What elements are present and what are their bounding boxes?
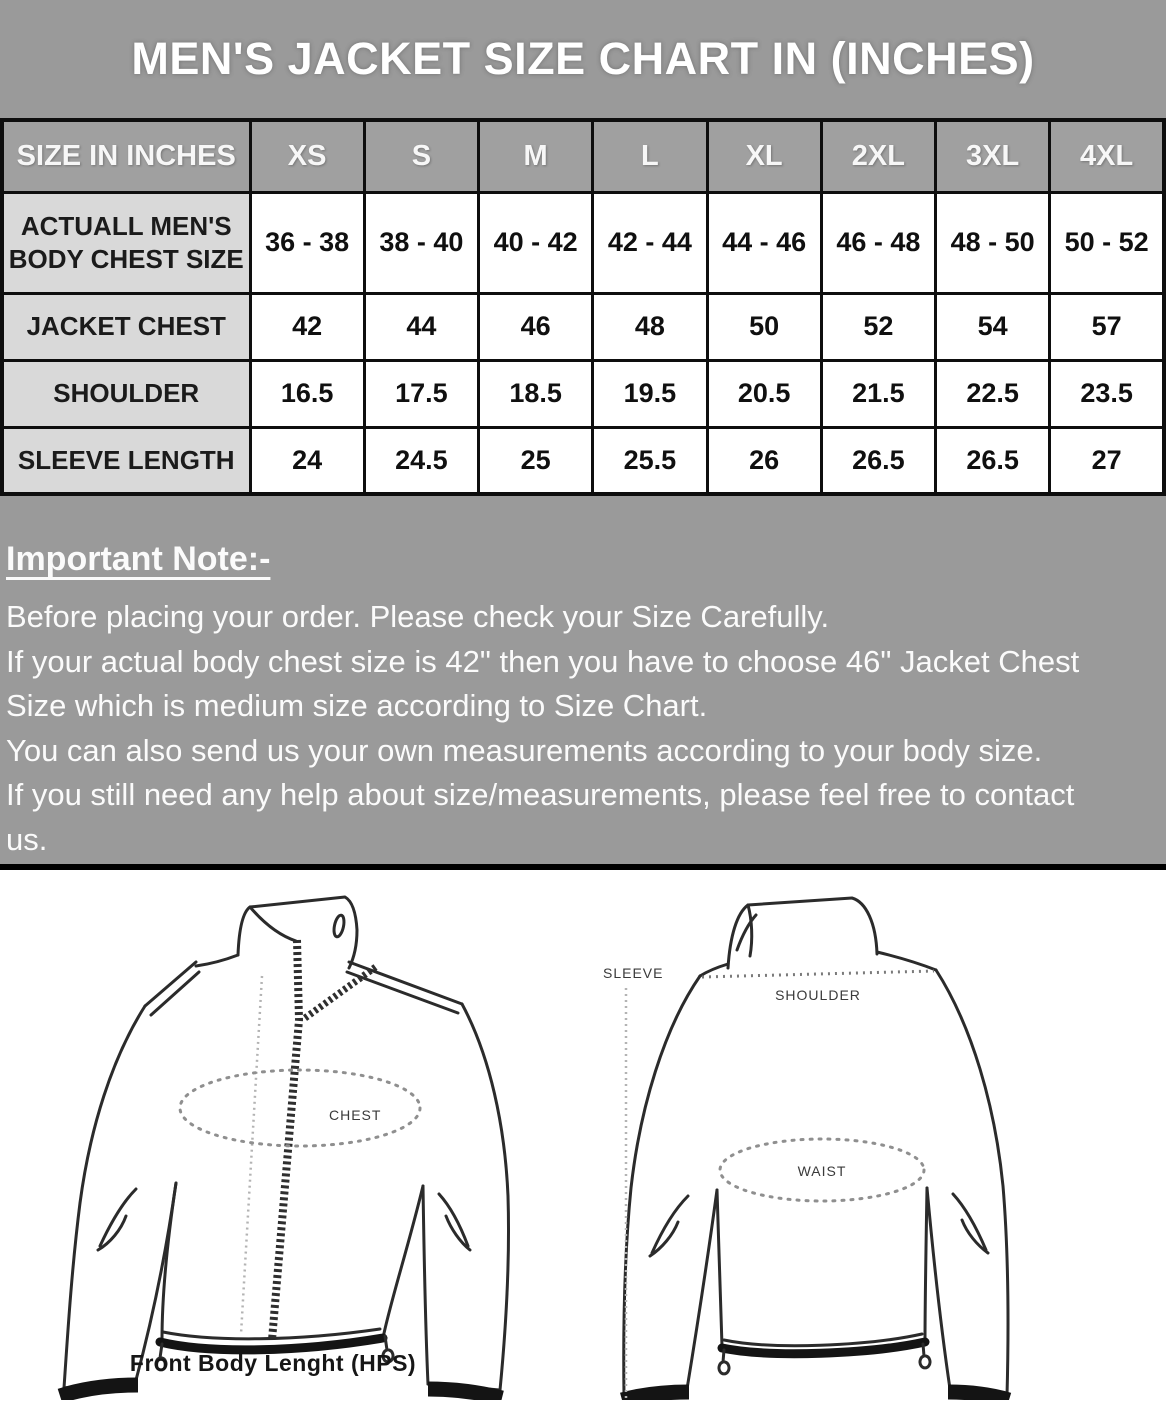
front-jacket-diagram [0, 870, 583, 1400]
cell-jacket-chest-l: 48 [593, 293, 707, 360]
header-cell-l: L [593, 120, 707, 192]
cell-shoulder-m: 18.5 [479, 360, 593, 427]
header-cell-size-in-inches: SIZE IN INCHES [2, 120, 250, 192]
cell-sleeve-2xl: 26.5 [821, 427, 935, 494]
table-header-row [2, 120, 1164, 192]
cell-jacket-chest-2xl: 52 [821, 293, 935, 360]
header-cell-s: S [364, 120, 478, 192]
note-line-2: If your actual body chest size is 42" then you have to choose 46" Jacket Chest [6, 643, 1080, 679]
table-row-sleeve-length [2, 427, 1164, 494]
cell-shoulder-xl: 20.5 [707, 360, 821, 427]
page-title: MEN'S JACKET SIZE CHART IN (INCHES) [131, 33, 1035, 84]
hps-guide-line [241, 976, 262, 1334]
cell-jacket-chest-4xl: 57 [1050, 293, 1164, 360]
sleeve-label: SLEEVE [603, 965, 664, 981]
back-jacket-diagram [583, 870, 1166, 1400]
cell-body-chest-m: 40 - 42 [479, 192, 593, 293]
cell-jacket-chest-xl: 50 [707, 293, 821, 360]
header-cell-4xl: 4XL [1050, 120, 1164, 192]
cell-body-chest-2xl: 46 - 48 [821, 192, 935, 293]
important-note-section [0, 496, 1166, 870]
table-row-body-chest [2, 192, 1164, 293]
header-cell-m: M [479, 120, 593, 192]
cell-jacket-chest-s: 44 [364, 293, 478, 360]
cell-sleeve-3xl: 26.5 [936, 427, 1050, 494]
cell-shoulder-l: 19.5 [593, 360, 707, 427]
cell-shoulder-4xl: 23.5 [1050, 360, 1164, 427]
header-cell-2xl: 2XL [821, 120, 935, 192]
header-cell-xs: XS [250, 120, 364, 192]
cell-shoulder-2xl: 21.5 [821, 360, 935, 427]
chest-label: CHEST [329, 1107, 382, 1123]
cell-shoulder-s: 17.5 [364, 360, 478, 427]
row-label-sleeve-length: SLEEVE LENGTH [2, 427, 250, 494]
cell-sleeve-xs: 24 [250, 427, 364, 494]
cell-shoulder-xs: 16.5 [250, 360, 364, 427]
cell-body-chest-xs: 36 - 38 [250, 192, 364, 293]
cell-jacket-chest-m: 46 [479, 293, 593, 360]
cell-body-chest-xl: 44 - 46 [707, 192, 821, 293]
cell-sleeve-m: 25 [479, 427, 593, 494]
jacket-diagrams [0, 870, 1166, 1400]
table-row-jacket-chest [2, 293, 1164, 360]
cell-jacket-chest-xs: 42 [250, 293, 364, 360]
cell-sleeve-xl: 26 [707, 427, 821, 494]
cell-body-chest-s: 38 - 40 [364, 192, 478, 293]
note-line-4: You can also send us your own measurements according to your body size. [6, 732, 1043, 768]
cell-sleeve-l: 25.5 [593, 427, 707, 494]
waist-label: WAIST [797, 1163, 847, 1179]
cell-shoulder-3xl: 22.5 [936, 360, 1050, 427]
shoulder-label: SHOULDER [775, 987, 861, 1003]
chest-measure-ellipse [180, 1070, 420, 1146]
header-cell-3xl: 3XL [936, 120, 1050, 192]
shoulder-measure-line [702, 971, 934, 977]
front-jacket-outline [60, 897, 509, 1398]
title-banner [0, 0, 1166, 118]
row-label-body-chest: ACTUALL MEN'S BODY CHEST SIZE [2, 192, 250, 293]
note-heading: Important Note:- [6, 540, 271, 578]
header-cell-xl: XL [707, 120, 821, 192]
note-line-1: Before placing your order. Please check your Size Carefully. [6, 599, 830, 634]
note-line-3: Size which is medium size according to Size Chart. [6, 688, 708, 723]
table-row-shoulder [2, 360, 1164, 427]
size-table [0, 118, 1166, 496]
note-line-5: If you still need any help about size/measurements, please feel free to contact [6, 777, 1075, 812]
cell-body-chest-4xl: 50 - 52 [1050, 192, 1164, 293]
row-label-jacket-chest: JACKET CHEST [2, 293, 250, 360]
front-body-length-label: Front Body Lenght (HPS) [129, 1350, 417, 1376]
cell-jacket-chest-3xl: 54 [936, 293, 1050, 360]
note-line-6: us. [6, 821, 48, 857]
cell-sleeve-4xl: 27 [1050, 427, 1164, 494]
cell-body-chest-l: 42 - 44 [593, 192, 707, 293]
row-label-shoulder: SHOULDER [2, 360, 250, 427]
cell-body-chest-3xl: 48 - 50 [936, 192, 1050, 293]
cell-sleeve-s: 24.5 [364, 427, 478, 494]
